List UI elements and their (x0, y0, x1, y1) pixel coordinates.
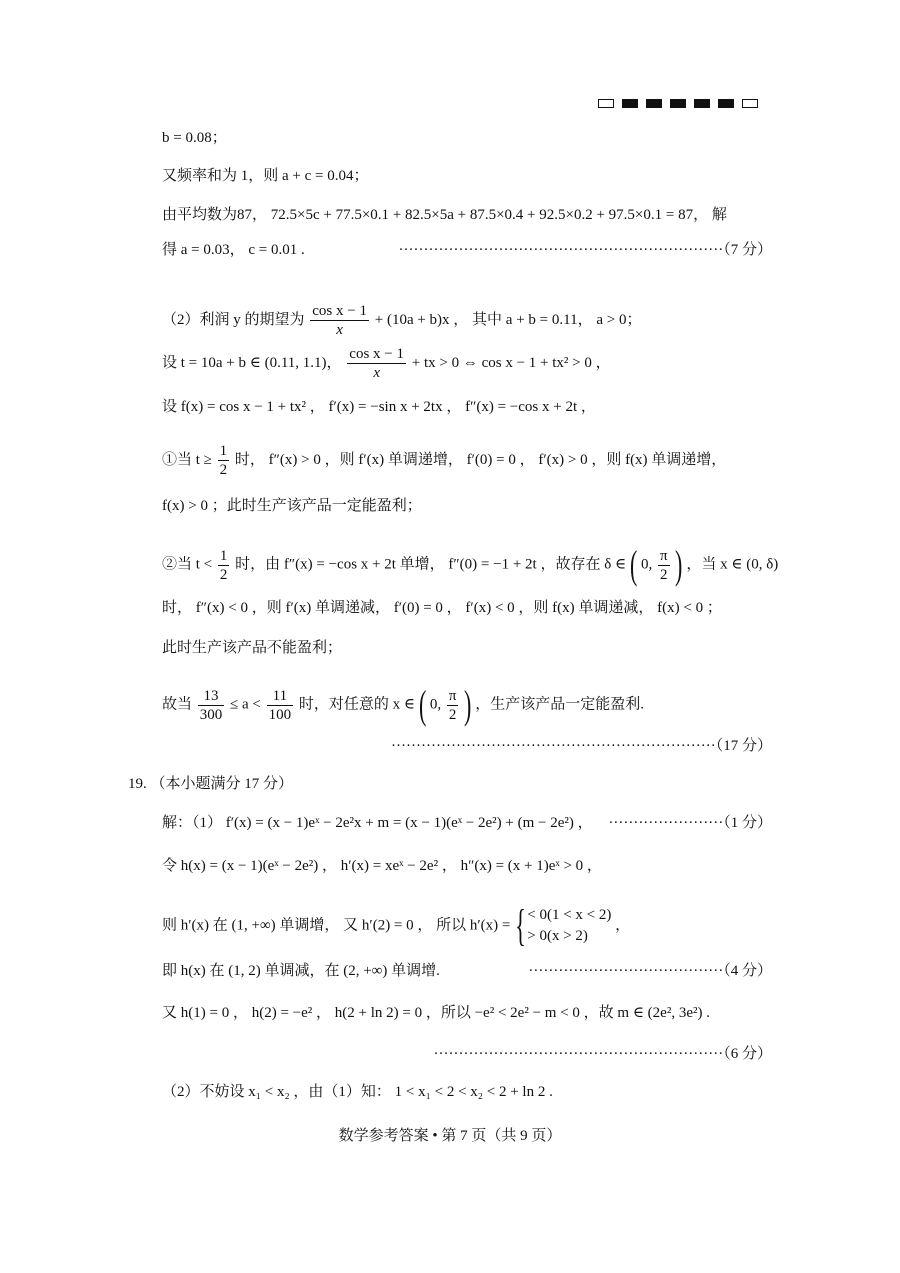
score-17 (391, 736, 772, 756)
leader-dots: ································································· (398, 242, 724, 258)
text: ， (615, 917, 631, 934)
leader-dots: ·························································· (433, 1046, 724, 1062)
q19-range-m: 又 h(1) = 0 ， h(2) = −e² ， h(2 + ln 2) = 0 ，所以 −e² < 2e² − m < 0 ，故 m ∈ (2e², 3e²) . (162, 1005, 710, 1021)
case-1: < 0(1 < x < 2) (527, 907, 612, 923)
denominator: 2 (219, 462, 228, 478)
fraction (267, 687, 294, 724)
leader-dots: ······································· (528, 963, 724, 979)
q19-define-h: 令 h(x) = (x − 1)(eˣ − 2e²) ， h′(x) = xeˣ − 2e² ， h″(x) = (x + 1)eˣ > 0 ， (162, 858, 602, 874)
score-6 (434, 1044, 772, 1064)
q18-case1-conclusion: f(x) > 0 ；此时生产该产品一定能盈利； (162, 498, 422, 514)
denominator: x (373, 365, 380, 381)
score-1 (608, 813, 772, 833)
text: ，生产该产品一定能盈利. (475, 696, 644, 713)
q18-case2-conclusion: 此时生产该产品不能盈利； (162, 640, 343, 656)
mark-filled (694, 99, 710, 108)
fraction (218, 442, 230, 479)
numerator: 13 (198, 687, 225, 706)
q18-part2-expectation (162, 302, 641, 339)
text: 故当 (162, 696, 193, 713)
score-label: （1 分） (723, 815, 772, 831)
numerator: 1 (219, 443, 228, 459)
leader-dots: ······················· (608, 815, 724, 831)
score-label: （17 分） (715, 738, 772, 754)
text: 时， f″(x) > 0 ，则 f′(x) 单调递增， f′(0) = 0 ， f′(x) > 0 ，则 f(x) 单调递增， (234, 451, 727, 468)
denominator: 2 (659, 566, 668, 583)
q18-define-t (162, 345, 611, 382)
denominator: 2 (219, 566, 228, 583)
mark-filled (670, 99, 686, 108)
leader-dots: ································································· (391, 738, 716, 754)
text: 0, (429, 696, 442, 713)
q19-h-prime-cases (162, 901, 631, 950)
text: + (10a + b)x ， 其中 a + b = 0.11， a > 0； (374, 311, 642, 328)
mark-empty (598, 99, 614, 108)
q18-define-f: 设 f(x) = cos x − 1 + tx² ， f′(x) = −sin x + 2tx ， f″(x) = −cos x + 2t ， (162, 399, 596, 415)
fraction (447, 687, 459, 724)
q18-line-freq-sum: 又频率和为 1，则 a + c = 0.04； (162, 168, 369, 184)
q19-derivative: 解：（1） f′(x) = (x − 1)eˣ − 2e²x + m = (x − 1)(eˣ − 2e²) + (m − 2e²) ， (162, 815, 593, 831)
numerator: π (448, 687, 457, 704)
denominator: x (336, 322, 343, 338)
numerator: 11 (267, 687, 294, 706)
q19-title: 19. （本小题满分 17 分） (128, 776, 294, 792)
numerator: 1 (219, 547, 228, 564)
numerator: cos x − 1 (349, 346, 405, 362)
text: 设 t = 10a + b ∈ (0.11, 1.1)， (162, 354, 342, 371)
text: ①当 t ≥ (162, 451, 212, 468)
denominator: 2 (448, 706, 457, 723)
q18-case2-detail: 时， f″(x) < 0 ，则 f′(x) 单调递减， f′(0) = 0 ， f′(x) < 0 ，则 f(x) 单调递减， f(x) < 0 ； (162, 600, 722, 616)
text: ②当 t < (162, 556, 213, 573)
mark-empty (742, 99, 758, 108)
case-2: > 0(x > 2) (527, 928, 588, 944)
q18-final-conclusion (162, 682, 644, 727)
score-4 (528, 961, 772, 981)
mark-filled (646, 99, 662, 108)
right-paren: ) (675, 542, 683, 587)
fraction (218, 547, 230, 584)
right-paren: ) (464, 682, 472, 727)
fraction (658, 547, 670, 584)
left-brace: { (515, 901, 526, 950)
mark-filled (718, 99, 734, 108)
q18-case2 (162, 542, 779, 587)
q18-line-mean: 由平均数为87， 72.5×5c + 77.5×0.1 + 82.5×5a + 87.5×0.4 + 92.5×0.2 + 97.5×0.1 = 87， 解 (162, 207, 727, 223)
text: ，当 x ∈ (0, δ) (686, 556, 779, 573)
q18-line-b: b = 0.08； (162, 130, 227, 146)
text: （2）利润 y 的期望为 (162, 311, 305, 328)
fraction (347, 345, 406, 382)
q18-case1 (162, 442, 726, 479)
score-label: （4 分） (723, 963, 772, 979)
mark-filled (622, 99, 638, 108)
page-footer: 数学参考答案 • 第 7 页（共 9 页） (338, 1128, 562, 1144)
fraction (198, 687, 225, 724)
score-label: （7 分） (723, 242, 772, 258)
text: 时，对任意的 x ∈ (298, 696, 415, 713)
q19-monotonicity: 即 h(x) 在 (1, 2) 单调减，在 (2, +∞) 单调增. (162, 963, 440, 979)
score-label: （6 分） (723, 1046, 772, 1062)
text: 则 h′(x) 在 (1, +∞) 单调增， 又 h′(2) = 0 ， 所以 h′(x) = (162, 917, 511, 934)
cases (527, 905, 611, 947)
left-paren: ( (629, 542, 638, 587)
denominator: 100 (268, 706, 292, 723)
text: ≤ a < (230, 696, 261, 713)
denominator: 300 (199, 706, 223, 723)
score-7 (399, 240, 772, 260)
piecewise (514, 901, 612, 950)
text: 0, (640, 556, 653, 573)
text: + tx > 0 ⇔ cos x − 1 + tx² > 0 ， (411, 354, 611, 371)
numerator: π (659, 547, 668, 564)
header-registration-marks (598, 99, 758, 108)
fraction (310, 302, 369, 339)
text: 时，由 f″(x) = −cos x + 2t 单增， f″(0) = −1 + 2t ，故存在 δ ∈ (235, 556, 627, 573)
left-paren: ( (418, 682, 427, 727)
q19-part2: （2）不妨设 x₁ < x₂ ，由（1）知： 1 < x₁ < 2 < x₂ < 2 + ln 2 . (162, 1084, 553, 1100)
numerator: cos x − 1 (312, 303, 367, 319)
q18-line-solution: 得 a = 0.03， c = 0.01 . (162, 242, 305, 258)
